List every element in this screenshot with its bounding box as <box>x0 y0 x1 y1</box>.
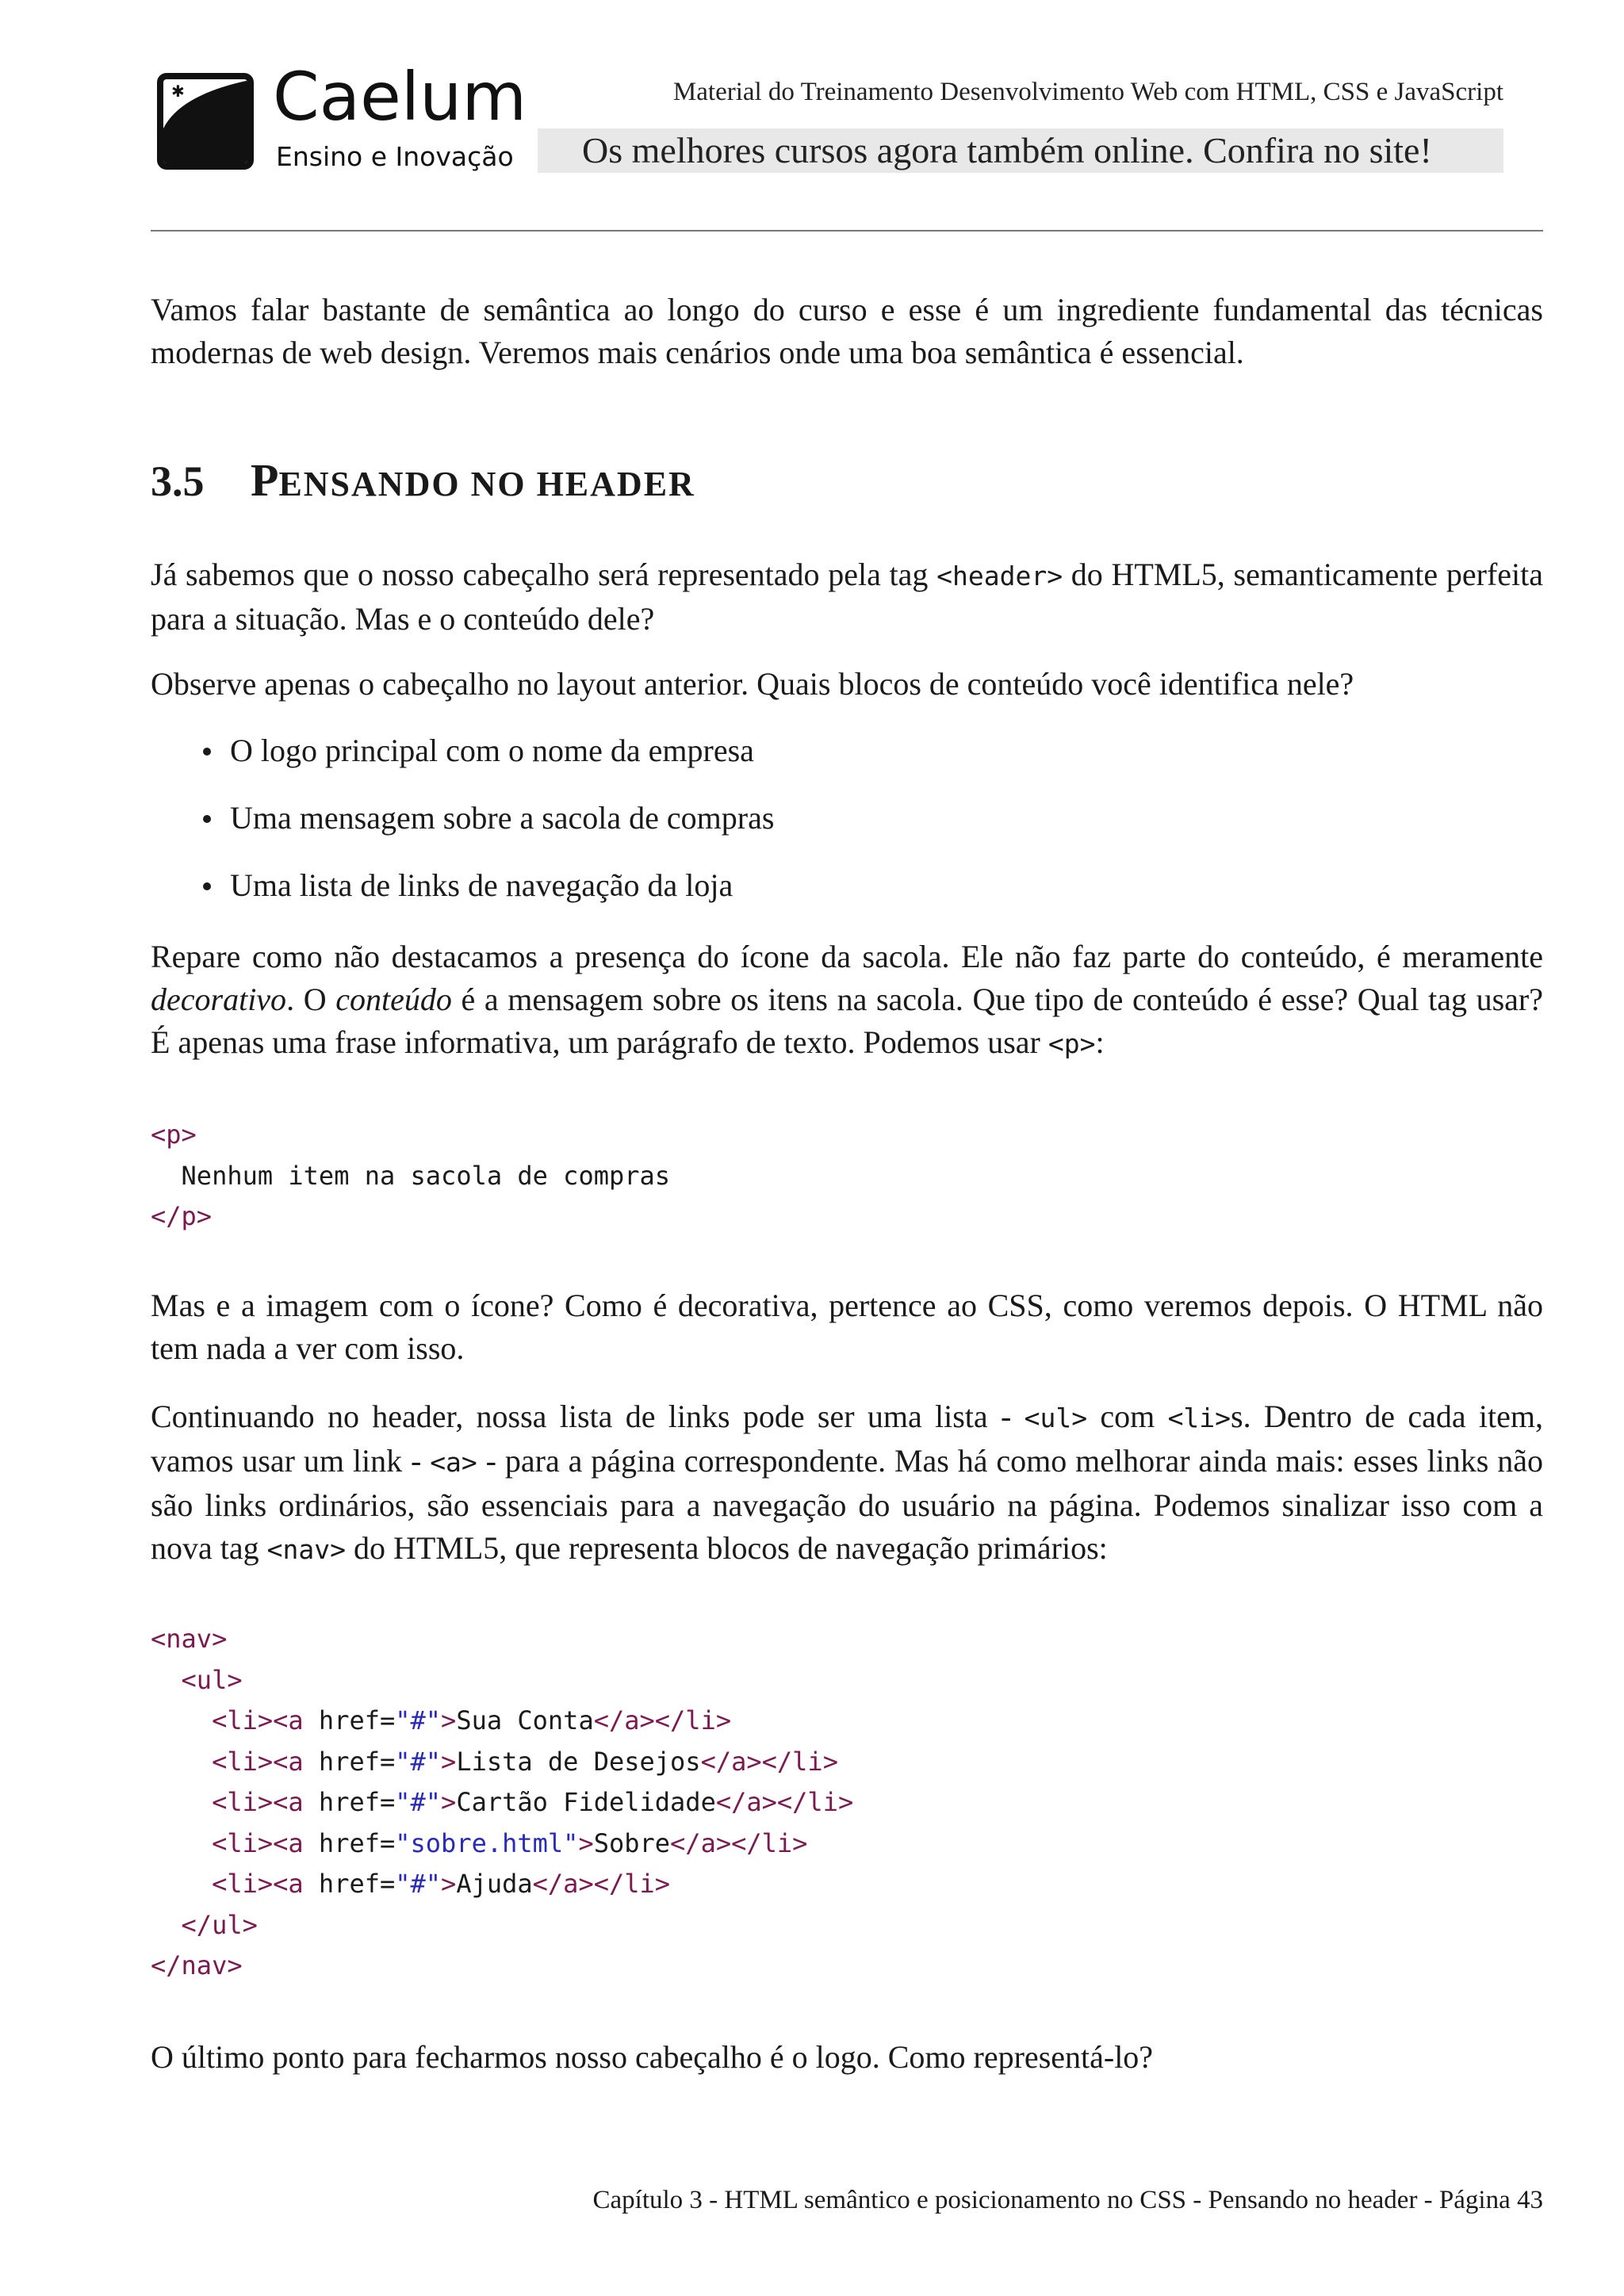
header-divider <box>151 230 1543 232</box>
inline-code: <p> <box>1048 1028 1096 1059</box>
paragraph-logo-question: O último ponto para fecharmos nosso cabeçalho é o logo. Como representá-lo? <box>151 2039 1154 2075</box>
section-title-initial: P <box>251 454 279 506</box>
list-item <box>151 797 774 864</box>
text-span: do HTML5, que representa blocos de navegação primários: <box>345 1530 1108 1566</box>
code-line: <p> <box>151 1119 197 1150</box>
paragraph-decorative <box>151 936 1543 1066</box>
code-line: <li><a href="#">Sua Conta</a></li> <box>212 1705 732 1735</box>
text-span: : <box>1095 1024 1105 1060</box>
bullet-icon <box>203 815 211 823</box>
list-item-text: Uma mensagem sobre a sacola de compras <box>230 800 775 836</box>
paragraph-icon-css: Mas e a imagem com o ícone? Como é decorativa, pertence ao CSS, como veremos depois. O HTML não tem nada a ver com isso. <box>151 1288 1543 1366</box>
code-line: <ul> <box>151 1664 243 1695</box>
page-footer: Capítulo 3 - HTML semântico e posicionamento no CSS - Pensando no header - Página 43 <box>592 2186 1543 2214</box>
code-line: <li><a href="#">Ajuda</a></li> <box>212 1869 671 1899</box>
logo-name: Caelum <box>273 58 527 136</box>
promo-banner: Os melhores cursos agora também online. Confira no site! <box>538 128 1503 173</box>
paragraph-observe: Observe apenas o cabeçalho no layout anterior. Quais blocos de conteúdo você identifica nele? <box>151 666 1354 702</box>
code-line: <li><a href="#">Lista de Desejos</a></li> <box>212 1746 838 1777</box>
material-line: Material do Treinamento Desenvolvimento Web com HTML, CSS e JavaScript <box>672 78 1503 106</box>
section-title-rest: ENSANDO NO HEADER <box>278 465 695 503</box>
list-item <box>151 864 774 932</box>
list-item <box>151 729 774 797</box>
text-span: - para a página correspondente. Mas há como melhorar ainda mais: esses links não são links ordinários, são essenciais para a navegação do usuário na página. Podemos sinalizar isso com a nova tag <box>151 1443 1544 1566</box>
inline-code: <nav> <box>266 1534 346 1565</box>
code-line: </p> <box>151 1201 213 1231</box>
section-heading <box>151 453 695 507</box>
logo-tagline: Ensino e Inovação <box>276 141 514 172</box>
paragraph-header-tag <box>151 553 1543 641</box>
code-line: </ul> <box>151 1909 258 1940</box>
section-number: 3.5 <box>151 457 205 505</box>
code-block-nav <box>151 1619 853 1987</box>
logo-mark-icon <box>157 73 254 170</box>
text-span: Já sabemos que o nosso cabeçalho será representado pela tag <box>151 557 937 592</box>
inline-code: <ul> <box>1024 1402 1088 1433</box>
code-line: <nav> <box>151 1624 228 1654</box>
list-item-text: Uma lista de links de navegação da loja <box>230 867 733 903</box>
code-line: <li><a href="#">Cartão Fidelidade</a></li> <box>212 1787 854 1817</box>
text-span: Continuando no header, nossa lista de links pode ser uma lista - <box>151 1399 1025 1434</box>
code-line: </nav> <box>151 1950 243 1980</box>
text-span: s. Dentro de cada item, vamos usar um link - <box>151 1399 1544 1479</box>
intro-paragraph: Vamos falar bastante de semântica ao longo do curso e esse é um ingrediente fundamental das técnicas modernas de web design. Veremos mais cenários onde uma boa semântica é essencial. <box>151 292 1543 370</box>
inline-code: <header> <box>936 561 1063 591</box>
text-span: . O <box>286 982 336 1017</box>
paragraph-nav <box>151 1395 1543 1571</box>
text-span: do HTML5, semanticamente perfeita para a situação. Mas e o conteúdo dele? <box>151 557 1544 637</box>
text-span: com <box>1087 1399 1168 1434</box>
inline-code: <a> <box>430 1447 477 1478</box>
list-item-text: O logo principal com o nome da empresa <box>230 733 754 768</box>
svg-text:✱: ✱ <box>171 82 185 101</box>
text-span: Repare como não destacamos a presença do ícone da sacola. Ele não faz parte do conteúdo, é meramente <box>151 939 1543 974</box>
code-line: <li><a href="sobre.html">Sobre</a></li> <box>212 1827 808 1858</box>
content-blocks-list <box>151 729 774 932</box>
code-line: Nenhum item na sacola de compras <box>151 1160 671 1191</box>
caelum-logo <box>157 58 527 179</box>
text-span: é a mensagem sobre os itens na sacola. Que tipo de conteúdo é esse? Qual tag usar? É apenas uma frase informativa, um parágrafo de texto. Podemos usar <box>151 982 1543 1060</box>
bullet-icon <box>203 882 211 890</box>
emphasis: decorativo <box>151 982 287 1017</box>
bullet-icon <box>203 748 211 756</box>
code-block-paragraph <box>151 1115 670 1238</box>
inline-code: <li> <box>1167 1402 1231 1433</box>
emphasis: conteúdo <box>335 982 452 1017</box>
